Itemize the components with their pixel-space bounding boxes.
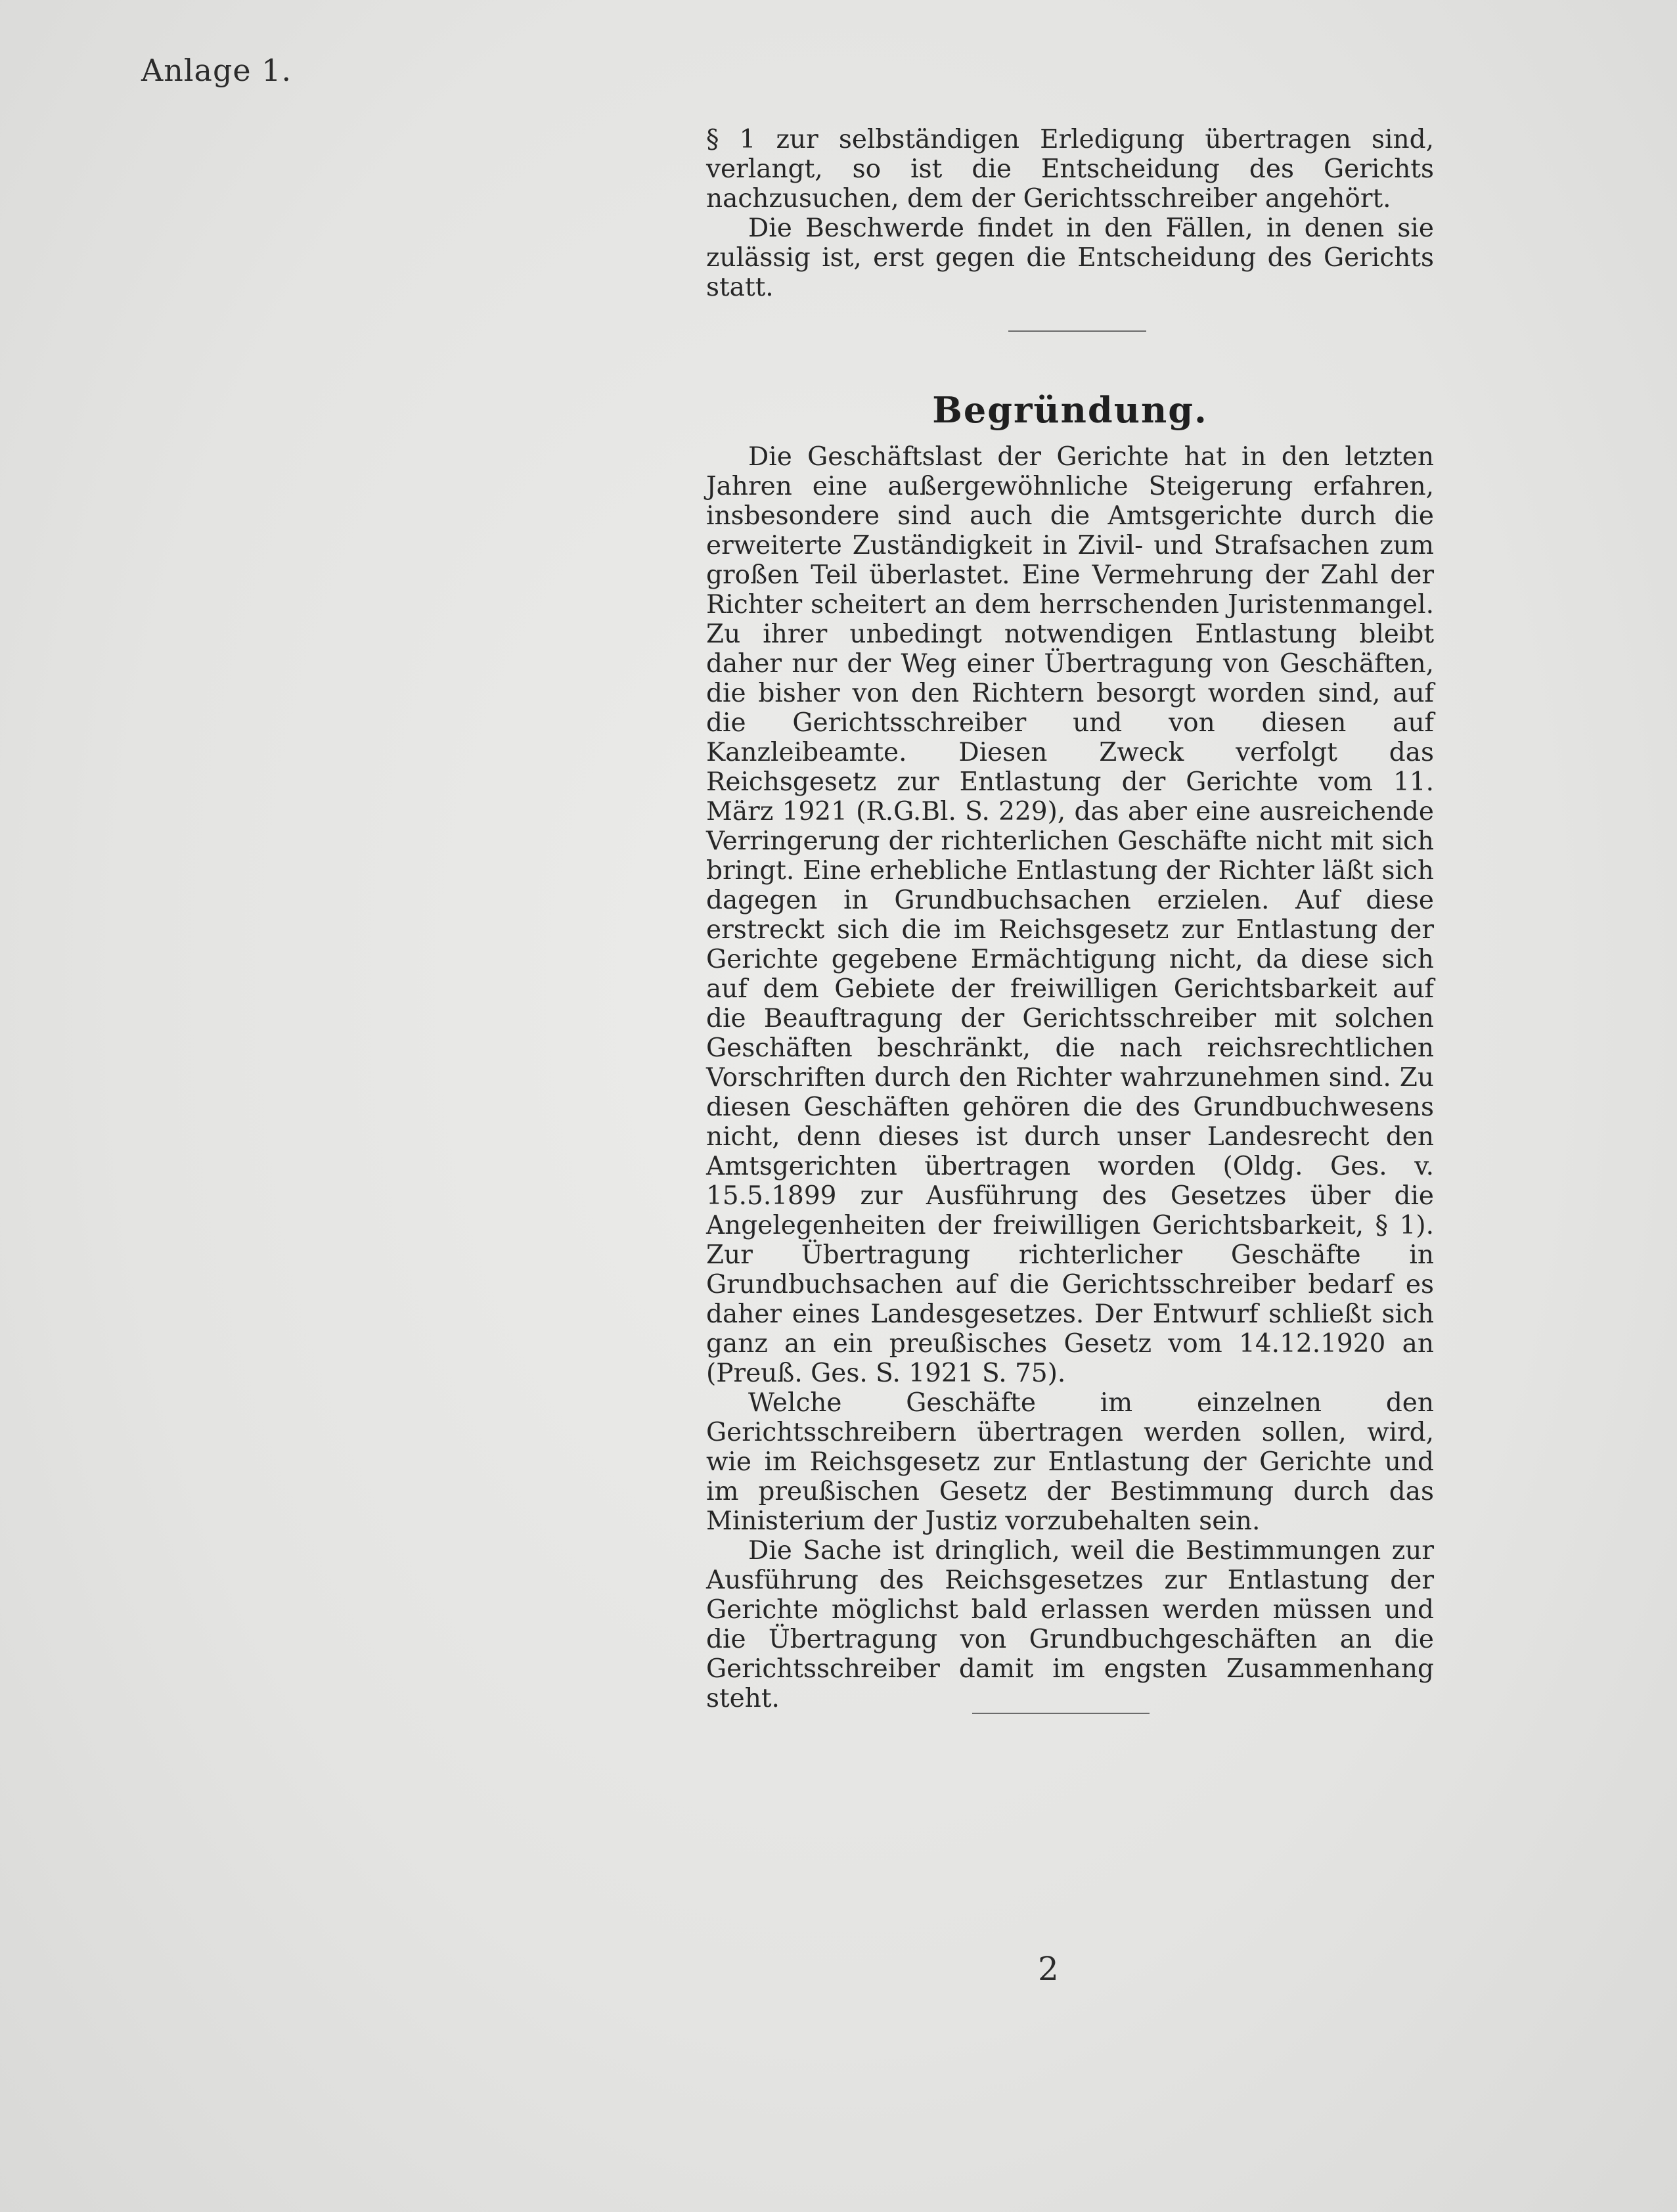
- top-text-block: [706, 125, 1434, 302]
- appendix-label: Anlage 1.: [141, 53, 292, 88]
- paragraph-continuation: § 1 zur selbständigen Erledigung übertragen sind, verlangt, so ist die Entscheidung des Gerichts nachzusuchen, dem der Gerichtsschreiber angehört.: [706, 125, 1434, 214]
- paragraph-body: Die Geschäftslast der Gerichte hat in den letzten Jahren eine außergewöhnliche Steigerung erfahren, insbesondere sind auch die Amtsgerichte durch die erweiterte Zuständigkeit in Zivil- und Strafsachen zum großen Teil überlastet. Eine Vermehrung der Zahl der Richter scheitert an dem herrschenden Juristenmangel. Zu ihrer unbedingt notwendigen Entlastung bleibt daher nur der Weg einer Übertragung von Geschäften, die bisher von den Richtern besorgt worden sind, auf die Gerichtsschreiber und von diesen auf Kanzleibeamte. Diesen Zweck verfolgt das Reichsgesetz zur Entlastung der Gerichte vom 11. März 1921 (R.G.Bl. S. 229), das aber eine ausreichende Verringerung der richterlichen Geschäfte nicht mit sich bringt. Eine erhebliche Entlastung der Richter läßt sich dagegen in Grundbuchsachen erzielen. Auf diese erstreckt sich die im Reichsgesetz zur Entlastung der Gerichte gegebene Ermächtigung nicht, da diese sich auf dem Gebiete der freiwilligen Gerichtsbarkeit auf die Beauftragung der Gerichtsschreiber mit solchen Geschäften beschränkt, die nach reichsrechtlichen Vorschriften durch den Richter wahrzunehmen sind. Zu diesen Geschäften gehören die des Grundbuchwesens nicht, denn dieses ist durch unser Landesrecht den Amtsgerichten übertragen worden (Oldg. Ges. v. 15.5.1899 zur Ausführung des Gesetzes über die Angelegenheiten der freiwilligen Gerichtsbarkeit, § 1). Zur Übertragung richterlicher Geschäfte in Grundbuchsachen auf die Gerichtsschreiber bedarf es daher eines Landesgesetzes. Der Entwurf schließt sich ganz an ein preußisches Gesetz vom 14.12.1920 an (Preuß. Ges. S. 1921 S. 75).: [706, 442, 1434, 1388]
- separator-rule: [1008, 330, 1146, 332]
- page-number: 2: [1038, 1950, 1059, 1988]
- paragraph-beschwerde: Die Beschwerde findet in den Fällen, in denen sie zulässig ist, erst gegen die Entscheidung des Gerichts statt.: [706, 214, 1434, 302]
- end-separator-rule: [972, 1713, 1150, 1714]
- section-body: [706, 442, 1434, 1713]
- paragraph-body: Welche Geschäfte im einzelnen den Gerichtsschreibern übertragen werden sollen, wird, wie im Reichsgesetz zur Entlastung der Gerichte und im preußischen Gesetz der Bestimmung durch das Ministerium der Justiz vorzubehalten sein.: [706, 1388, 1434, 1536]
- section-title: Begründung.: [932, 389, 1208, 431]
- paragraph-body: Die Sache ist dringlich, weil die Bestimmungen zur Ausführung des Reichsgesetzes zur Entlastung der Gerichte möglichst bald erlassen werden müssen und die Übertragung von Grundbuchgeschäften an die Gerichtsschreiber damit im engsten Zusammenhang steht.: [706, 1536, 1434, 1713]
